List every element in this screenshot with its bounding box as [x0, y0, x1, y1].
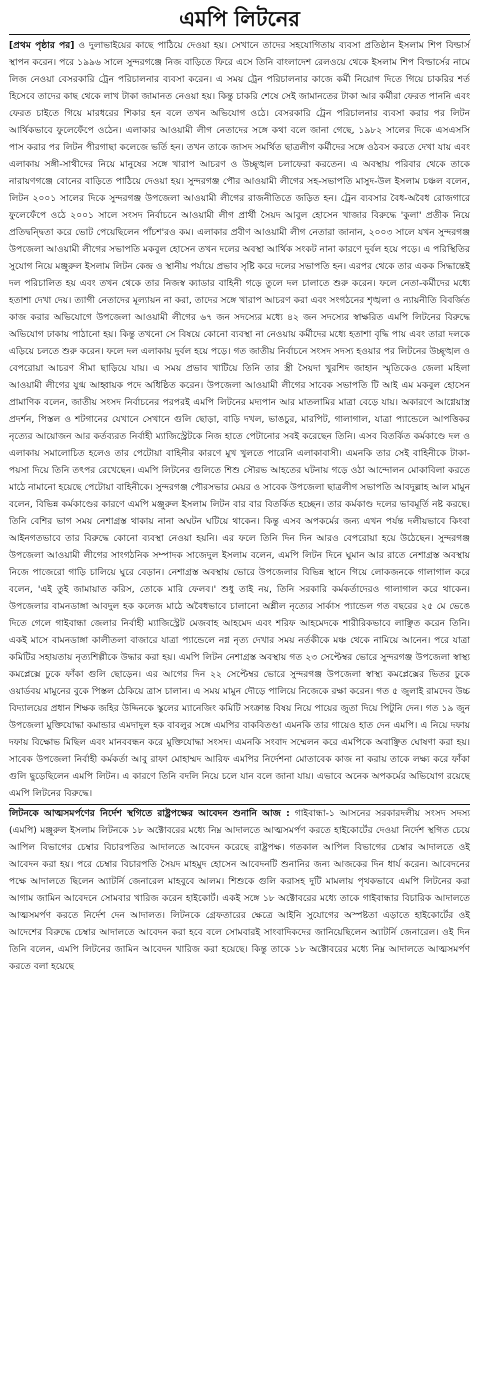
- second-story: [9, 806, 470, 976]
- second-story-headline: লিটনকে আত্মসমর্পণের নির্দেশ স্থগিতে রাষ্ট্রপক্ষের আবেদন শুনানি আজ :: [9, 809, 290, 819]
- article-body: [9, 38, 470, 803]
- continuation-reference: [প্রথম পৃষ্ঠার পর]: [9, 41, 75, 51]
- second-story-body: গাইবান্ধা-১ আসনের সরকারদলীয় সংসদ সদস্য (এমপি) মঞ্জুরুল ইসলাম লিটনকে ১৮ অক্টোবরের মধ্যে নিম্ন আদালতে আত্মসমর্পণ করতে হাইকোর্টের দেওয়া নির্দেশ স্থগিত চেয়ে আপিল বিভাগের চেম্বার বিচারপতির আদালতে আবেদন করেছে রাষ্ট্রপক্ষ। গতকাল আপিল বিভাগের চেম্বার আদালতে ওই আবেদন করা হয়। পরে চেম্বার বিচারপতি সৈয়দ মাহমুদ হোসেন আবেদনটি শুনানির জন্য আজকের দিন ধার্য করেন। আবেদনের পক্ষে আদালতে ছিলেন অ্যাটর্নি জেনারেল মাহবুবে আলম। শিশুকে গুলি করাসহ দুটি মামলায় পৃথকভাবে এমপি লিটনের করা আগাম জামিন আবেদনে সোমবার খারিজ করেন হাইকোর্ট। একই সঙ্গে ১৮ অক্টোবরের মধ্যে তাকে গাইবান্ধার বিচারিক আদালতে আত্মসমর্পণ করতে নির্দেশ দেন আদালত। লিটনকে গ্রেফতারের ক্ষেত্রে আইনি সুযোগের অস্পষ্টতা এড়াতে হাইকোর্টের ওই আদেশের বিরুদ্ধে চেম্বার আদালতে আবেদন করা হবে বলে সোমবারই সাংবাদিকদের জানিয়েছিলেন অ্যাটর্নি জেনারেল। ওই দিন তিনি বলেন, এমপি লিটনের জামিন আবেদন খারিজ করা হয়েছে। কিন্তু তাকে ১৮ অক্টোবরের মধ্যে নিম্ন আদালতে আত্মসমর্পণ করতে বলা হয়েছে: [9, 809, 470, 972]
- headline: এমপি লিটনের: [9, 6, 470, 35]
- article-text: ও দুলাভাইয়ের কাছে পাঠিয়ে দেওয়া হয়। সেখানে তাদের সহযোগিতায় ব্যবসা প্রতিষ্ঠান ইসলাম শিপ বিল্ডার্স স্থাপন করেন। পরে ১৯৯৬ সালে সুন্দরগঞ্জে নিজ বাড়িতে ফিরে এসে তিনি বাংলাদেশ রেলওয়ে থেকে ইসলাম শিপ বিল্ডার্সের নামে লিজ নেওয়া বেসরকারি ট্রেন পরিচালনার ব্যবসা করেন। এ সময় ট্রেন পরিচালনার কাজে কর্মী নিয়োগ দিতে গিয়ে চাকরির শর্ত হিসেবে তাদের কাছ থেকে লাখ টাকা জামানত নেওয়া হয়। কিন্তু চাকরি শেষে সেই জামানতের টাকা আর কর্মীরা ফেরত পাননি এবং ফেরত চাইতে গিয়ে মারধরের শিকার হন বলে তখন অভিযোগ ওঠে। বেসরকারি ট্রেন পরিচালনার ব্যবসা করার পর লিটন আর্থিকভাবে ফুলেফেঁপে ওঠেন। এলাকার আওয়ামী লীগ নেতাদের সঙ্গে কথা বলে জানা গেছে, ১৯৮২ সালের দিকে এসএসসি পাস করার পর লিটন পীরগাছা কলেজে ভর্তি হন। তখন তাকে জাসদ সমর্থিত ছাত্রলীগ কর্মীদের সঙ্গে ওঠবস করতে দেখা যায় এবং এলাকায় সঙ্গী-সাথীদের নিয়ে মানুষের সঙ্গে খারাপ আচরণ ও উচ্ছৃঙ্খল চলাফেরা করতেন। এ অবস্থায় পরিবার থেকে তাকে নারায়ণগঞ্জে বোনের বাড়িতে পাঠিয়ে দেওয়া হয়। সুন্দরগঞ্জ পৌর আওয়ামী লীগের সহ-সভাপতি মাসুদ-উল ইসলাম চঞ্চল বলেন, লিটন ২০০১ সালের দিকে সুন্দরগঞ্জ উপজেলা আওয়ামী লীগের রাজনীতিতে জড়িত হন। ট্রেন ব্যবসার বৈধ-অবৈধ রোজগারে ফুলেফেঁপে ওঠে ২০০১ সালে সংসদ নির্বাচনে আওয়ামী লীগ প্রার্থী সৈয়দ আবুল হোসেন খাজার বিরুদ্ধে 'কুলা' প্রতীক নিয়ে প্রতিদ্বন্দ্বিতা করে ভোট পেয়েছিলেন পাঁচশ'রও কম। এলাকার প্রবীণ আওয়ামী লীগ নেতারা জানান, ২০০৩ সালে যখন সুন্দরগঞ্জ উপজেলা আওয়ামী লীগের সভাপতি মকবুল হোসেন তখন দলের অবস্থা আর্থিক সংকট নানা কারণে দুর্বল হয়ে পড়ে। এ পরিস্থিতির সুযোগ নিয়ে মঞ্জুরুল ইসলাম লিটন কেন্দ্র ও স্থানীয় পর্যায়ে প্রভাব সৃষ্টি করে দলের সভাপতি হন। এরপর থেকে তার একক সিদ্ধান্তেই দল পরিচালিত হয় এবং তখন থেকে তার নিজস্ব ক্যাডার বাহিনী গড়ে তুলে দল চালাতে শুরু করেন। ফলে নেতা-কর্মীদের মধ্যে হতাশা দেখা দেয়। ত্যাগী নেতাদের মূল্যায়ন না করা, তাদের সঙ্গে খারাপ আচরণ করা এবং সংগঠনের শৃঙ্খলা ও ন্যায়নীতি বিবর্জিত কাজ করার অভিযোগে উপজেলা আওয়ামী লীগের ৬৭ জন সদস্যের মধ্যে ৪২ জন সদস্যের স্বাক্ষরিত এমপি লিটনের বিরুদ্ধে অভিযোগ ঢাকায় পাঠানো হয়। কিন্তু তখনো সে বিষয়ে কোনো ব্যবস্থা না নেওয়ায় কর্মীদের মধ্যে হতাশা বৃদ্ধি পায় এবং তারা দলকে এড়িয়ে চলতে শুরু করেন। ফলে দল এলাকায় দুর্বল হয়ে পড়ে। গত জাতীয় নির্বাচনে সংসদ সদস্য হওয়ার পর লিটনের উচ্ছৃঙ্খল ও বেপরোয়া আচরণ সীমা ছাড়িয়ে যায়। এ সময় প্রভাব খাটিয়ে তিনি তার স্ত্রী সৈয়দা খুরশিদ জাহান স্মৃতিকেও জেলা মহিলা আওয়ামী লীগের যুগ্ম আহ্বায়ক পদে অধিষ্ঠিত করেন। উপজেলা আওয়ামী লীগের সাবেক সভাপতি টি আই এম মকবুল হোসেন প্রামাণিক বলেন, জাতীয় সংসদ নির্বাচনের পরপরই এমপি লিটনের মদ্যপান আর মাতলামির মাত্রা বেড়ে যায়। অকারণে আগ্নেয়াস্ত্র প্রদর্শন, পিস্তল ও শটগানের যেখানে সেখানে গুলি ছোড়া, বাড়ি দখল, ভাঙচুর, মারপিট, গালাগাল, যাত্রা প্যান্ডেলে আপত্তিকর নৃত্যের আয়োজন আর কর্তব্যরত নির্বাহী ম্যাজিস্ট্রেটকে নিজ হাতে পেটানোর সবই করেছেন তিনি। এসব বিতর্কিত কর্মকাণ্ডে দল ও এলাকায় সমালোচিত হলেও তার পেটোয়া বাহিনীর কারণে মুখ খুলতে পারেনি এলাকাবাসী। এমনকি তার সেই বাহিনীকে টাকা-পয়সা দিয়ে তিনি তৎপর রেখেছেন। এমপি লিটনের গুলিতে শিশু সৌরভ আহতের ঘটনায় গড়ে ওঠা আন্দোলন মোকাবিলা করতে মাঠে নামানো হয়েছে পেটোয়া বাহিনীকে। সুন্দরগঞ্জ পৌরসভার মেয়র ও সাবেক উপজেলা ছাত্রলীগ সভাপতি আবদুল্লাহ আল মামুন বলেন, বিভিন্ন কর্মকাণ্ডের কারণে এমপি মঞ্জুরুল ইসলাম লিটন বার বার বিতর্কিত হচ্ছেন। তার কর্মকাণ্ড দলের ভাবমূর্তি নষ্ট করছে। তিনি বেশির ভাগ সময় নেশাগ্রস্ত থাকায় নানা অঘটন ঘটিয়ে থাকেন। কিন্তু এসব অপকর্মের জন্য এখন পর্যন্ত দলীয়ভাবে কিংবা আইনগতভাবে তার বিরুদ্ধে কোনো ব্যবস্থা নেওয়া হয়নি। এর ফলে তিনি দিন দিন আরও বেপরোয়া হয়ে উঠেছেন। সুন্দরগঞ্জ উপজেলা আওয়ামী লীগের সাংগঠনিক সম্পাদক সাজেদুল ইসলাম বলেন, এমপি লিটন দিনে ঘুমান আর রাতে নেশাগ্রস্ত অবস্থায় নিজে পাজেরো গাড়ি চালিয়ে ঘুরে বেড়ান। নেশাগ্রস্ত অবস্থায় ভোরে উপজেলার বিভিন্ন স্থানে গিয়ে লোকজনকে গালাগাল করে বলেন, 'এই তুই জামায়াত করিস, তোকে মারি ফেলব।' শুধু তাই নয়, তিনি সরকারি কর্মকর্তাদেরও গালাগাল করে থাকেন। উপজেলার বামনডাঙ্গা আবদুল হক কলেজ মাঠে অবৈধভাবে চালানো অশ্লীল নৃত্যের সার্কাস প্যান্ডেল গত বছরের ২৫ মে ভেঙে দিতে গেলে গাইবান্ধা জেলার নির্বাহী ম্যাজিস্ট্রেট মেজবাহ আহমেদ এবং শরিফ আহমেদকে শারীরিকভাবে লাঞ্ছিত করেন তিনি। একই মাসে বামনডাঙ্গা কালীতলা বাজারে যাত্রা প্যান্ডেলে নগ্ন নৃত্য দেখার সময় নর্তকীকে মঞ্চ থেকে নামিয়ে আনেন। পরে যাত্রা কমিটির সহায়তায় নৃত্যশিল্পীকে উদ্ধার করা হয়। এমপি লিটন নেশাগ্রস্ত অবস্থায় গত ২৩ সেপ্টেম্বর ভোরে সুন্দরগঞ্জ উপজেলা স্বাস্থ্য কমপ্লেক্সে ঢুকে ফাঁকা গুলি ছোড়েন। এর আগের দিন ২২ সেপ্টেম্বর ভোরে সুন্দরগঞ্জ উপজেলা স্বাস্থ্য কমপ্লেক্সের ভিতর ঢুকে ওয়ার্ডবয় মামুনের বুকে পিস্তল ঠেকিয়ে ত্রাস চালান। এ সময় মামুন দৌড়ে পালিয়ে নিজেকে রক্ষা করেন। গত ৫ জুলাই রামদেব উচ্চ বিদ্যালয়ের প্রধান শিক্ষক জহির উদ্দিনকে স্কুলের ম্যানেজিং কমিটি সংক্রান্ত বিষয় নিয়ে পায়ের জুতা দিয়ে পিটুনি দেন। গত ১৯ জুন উপজেলা মুক্তিযোদ্ধা কমান্ডার এমদাদুল হক বাবলুর সঙ্গে এমপির বাকবিতণ্ডা এমনকি তার গায়েও হাত দেন এমপি। এ নিয়ে দফায় দফায় বিক্ষোভ মিছিল এবং মানববন্ধন করে মুক্তিযোদ্ধা সংসদ। এমনকি সংবাদ সম্মেলন করে এমপিকে অবাঞ্ছিত ঘোষণা করা হয়। সাবেক উপজেলা নির্বাহী কর্মকর্তা আবু রাফা মোহাম্মদ আরিফ এমপির নির্দেশনা মোতাবেক কাজ না করায় তাকে লক্ষ্য করে ফাঁকা গুলি ছুড়েছিলেন এমপি লিটন। এ কারণে তিনি বদলি নিয়ে চলে যান বলে জানা যায়। এভাবে অনেক অপকর্মের অভিযোগ রয়েছে এমপি লিটনের বিরুদ্ধে।: [9, 41, 470, 799]
- story-divider: [9, 804, 470, 805]
